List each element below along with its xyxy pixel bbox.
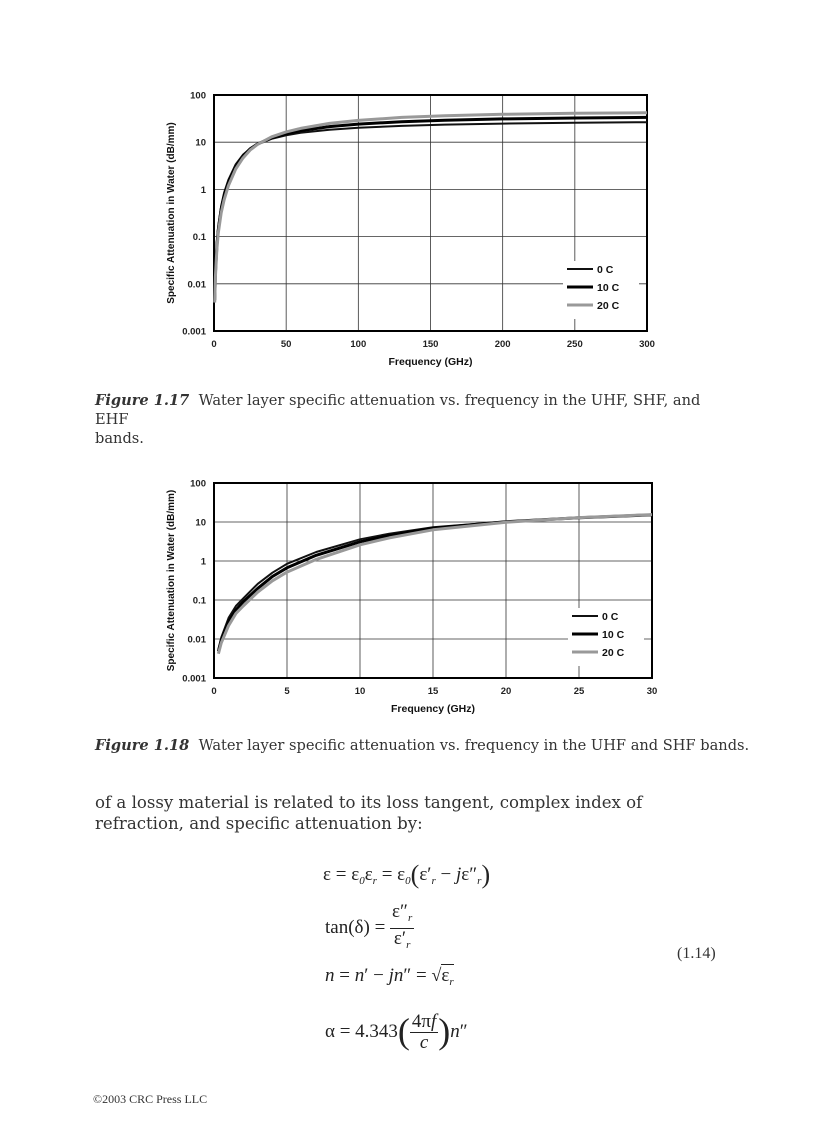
y-tick-label: 10 [195, 137, 206, 149]
body-paragraph: of a lossy material is related to its loss tangent, complex index of refraction, and specific attenuation by: [95, 793, 643, 833]
equation-attenuation: α = 4.343( $\frac{4\pi f}{c}$ )n″ [325, 1011, 468, 1054]
figure-1-17-caption [95, 391, 735, 448]
y-tick-label: 0.001 [182, 326, 206, 338]
legend-label: 20 C [602, 647, 625, 659]
x-tick-label: 15 [427, 686, 439, 697]
figure-1-18-label: Figure 1.18 [95, 737, 190, 754]
x-tick-label: 200 [494, 339, 511, 350]
x-tick-label: 10 [354, 686, 366, 697]
y-axis-label: Specific Attenuation in Water (dB/mm) [166, 122, 177, 304]
chart-figure-1-17 [150, 80, 670, 380]
figure-1-18-caption [95, 736, 755, 755]
x-tick-label: 150 [422, 339, 439, 350]
x-tick-label: 25 [573, 686, 585, 697]
x-tick-label: 5 [284, 686, 290, 697]
footer-copyright: ©2003 CRC Press LLC [93, 1092, 208, 1106]
y-tick-label: 0.01 [187, 634, 206, 646]
legend-label: 10 C [602, 629, 625, 641]
chart-figure-1-18 [150, 470, 670, 725]
y-tick-label: 10 [195, 517, 206, 529]
legend-label: 20 C [597, 300, 620, 312]
x-tick-label: 20 [500, 686, 512, 697]
y-tick-label: 1 [200, 556, 206, 568]
x-tick-label: 250 [566, 339, 583, 350]
x-tick-label: 30 [646, 686, 658, 697]
figure-1-17-caption-line1: Water layer specific attenuation vs. frequency in the UHF, SHF, and EHF [95, 392, 701, 428]
x-tick-label: 0 [211, 339, 217, 350]
x-tick-label: 0 [211, 686, 217, 697]
x-tick-label: 300 [639, 339, 655, 350]
equation-number: (1.14) [677, 945, 716, 962]
y-tick-label: 0.01 [187, 279, 206, 291]
figure-1-18-caption-text: Water layer specific attenuation vs. frequency in the UHF and SHF bands. [198, 737, 750, 754]
x-tick-label: 100 [350, 339, 367, 350]
equation-loss-tangent: tan(δ) = $\frac{\varepsilon''_r}{\varepsilon'_r}$ [325, 901, 413, 951]
legend-label: 0 C [602, 611, 619, 623]
x-tick-label: 50 [280, 339, 292, 350]
equation-refractive-index: $n = n' - jn'' = √\varepsilon_r$ [325, 965, 454, 988]
y-tick-label: 100 [190, 90, 206, 102]
legend-label: 10 C [597, 282, 620, 294]
y-tick-label: 1 [200, 184, 206, 196]
y-tick-label: 0.1 [192, 595, 206, 607]
figure-1-17-caption-line2: bands. [95, 430, 144, 447]
x-axis-label: Frequency (GHz) [390, 703, 476, 715]
y-tick-label: 100 [190, 478, 206, 490]
equation-permittivity: $\varepsilon = \varepsilon_0\varepsilon_r = \varepsilon_0(\varepsilon'_r - j\varepsilon''_r)$ [323, 860, 491, 889]
figure-1-17-label: Figure 1.17 [95, 392, 190, 409]
x-axis-label: Frequency (GHz) [388, 356, 473, 368]
y-axis-label: Specific Attenuation in Water (dB/mm) [166, 489, 177, 672]
y-tick-label: 0.001 [182, 673, 206, 685]
legend-label: 0 C [597, 264, 614, 276]
y-tick-label: 0.1 [192, 232, 206, 244]
